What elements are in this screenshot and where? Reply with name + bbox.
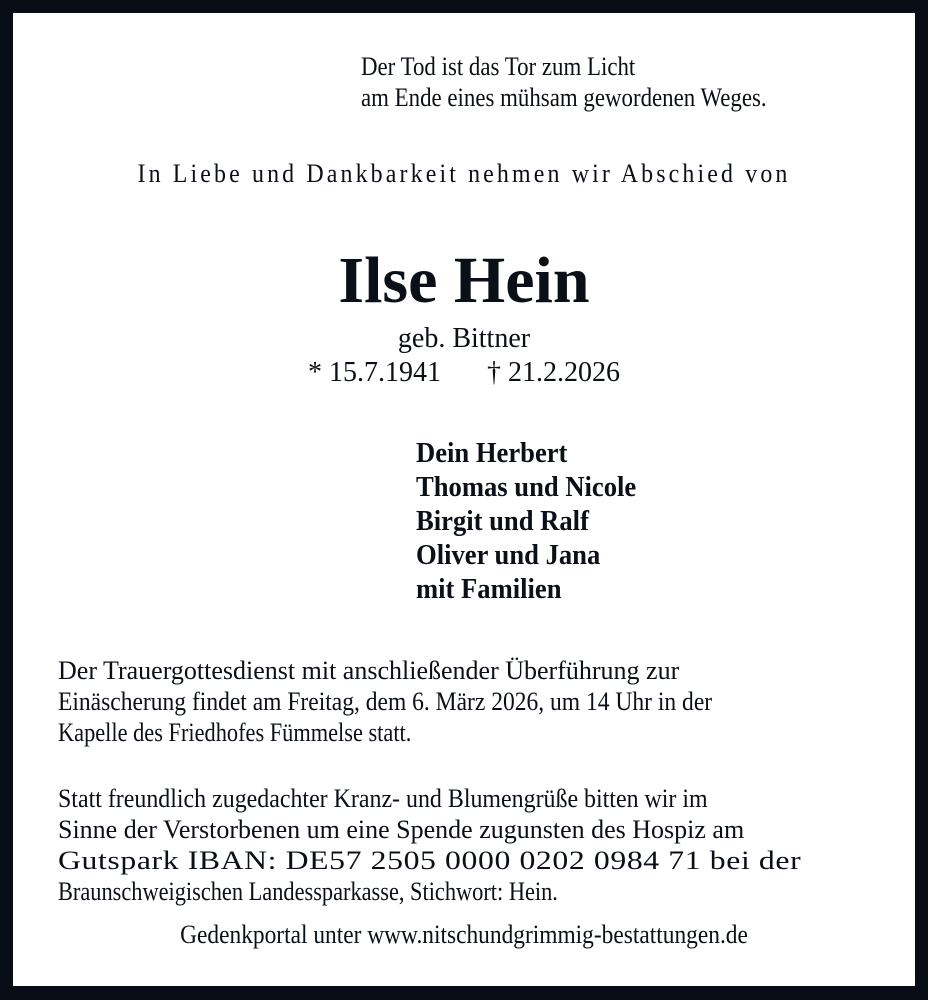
donation-line-1: Statt freundlich zugedachter Kranz- und Blumengrüße bitten wir im [58, 784, 708, 813]
mourner-item: Dein Herbert [416, 438, 568, 469]
life-dates [13, 356, 915, 390]
service-line-1 [58, 655, 875, 686]
service-announcement [58, 655, 875, 748]
word: anschließender [342, 656, 499, 685]
mourner-item: Birgit und Ralf [416, 506, 589, 537]
portal-url-link[interactable]: www.nitschundgrimmig-bestattungen.de [367, 920, 748, 949]
word: zur [646, 656, 680, 685]
memorial-portal [58, 919, 870, 950]
word: Überführung [505, 656, 640, 685]
motto-quote [361, 51, 767, 113]
maiden-name: geb. Bittner [397, 323, 531, 354]
donation-line-3: Gutspark IBAN: DE57 2505 0000 0202 0984 71 bei der [58, 846, 802, 875]
motto-line-1: Der Tod ist das Tor zum Licht [361, 52, 636, 81]
birth-date: * 15.7.1941 [308, 357, 441, 388]
donation-request [58, 783, 875, 907]
donation-line-4: Braunschweigischen Landessparkasse, Stichwort: Hein. [58, 877, 558, 906]
service-line-2: Einäscherung findet am Freitag, dem 6. März 2026, um 14 Uhr in der [58, 687, 713, 716]
deceased-name: Ilse Hein [338, 244, 590, 317]
word: Der [58, 656, 97, 685]
intro-text: In Liebe und Dankbarkeit nehmen wir Abschied von [137, 159, 791, 188]
obituary-card [13, 13, 915, 986]
motto-line-2: am Ende eines mühsam gewordenen Weges. [361, 83, 767, 112]
mourner-item: Thomas und Nicole [416, 472, 637, 503]
portal-label: Gedenkportal unter [180, 920, 362, 949]
donation-line-2: Sinne der Verstorbenen um eine Spende zugunsten des Hospiz am [58, 815, 745, 844]
mourner-item: mit Familien [416, 574, 562, 605]
service-line-3: Kapelle des Friedhofes Fümmelse statt. [58, 718, 412, 747]
word: Trauergottesdienst [103, 656, 296, 685]
death-date: † 21.2.2026 [487, 357, 620, 388]
mourner-item: Oliver und Jana [416, 540, 601, 571]
mourners-list [416, 437, 648, 607]
word: mit [301, 656, 337, 685]
